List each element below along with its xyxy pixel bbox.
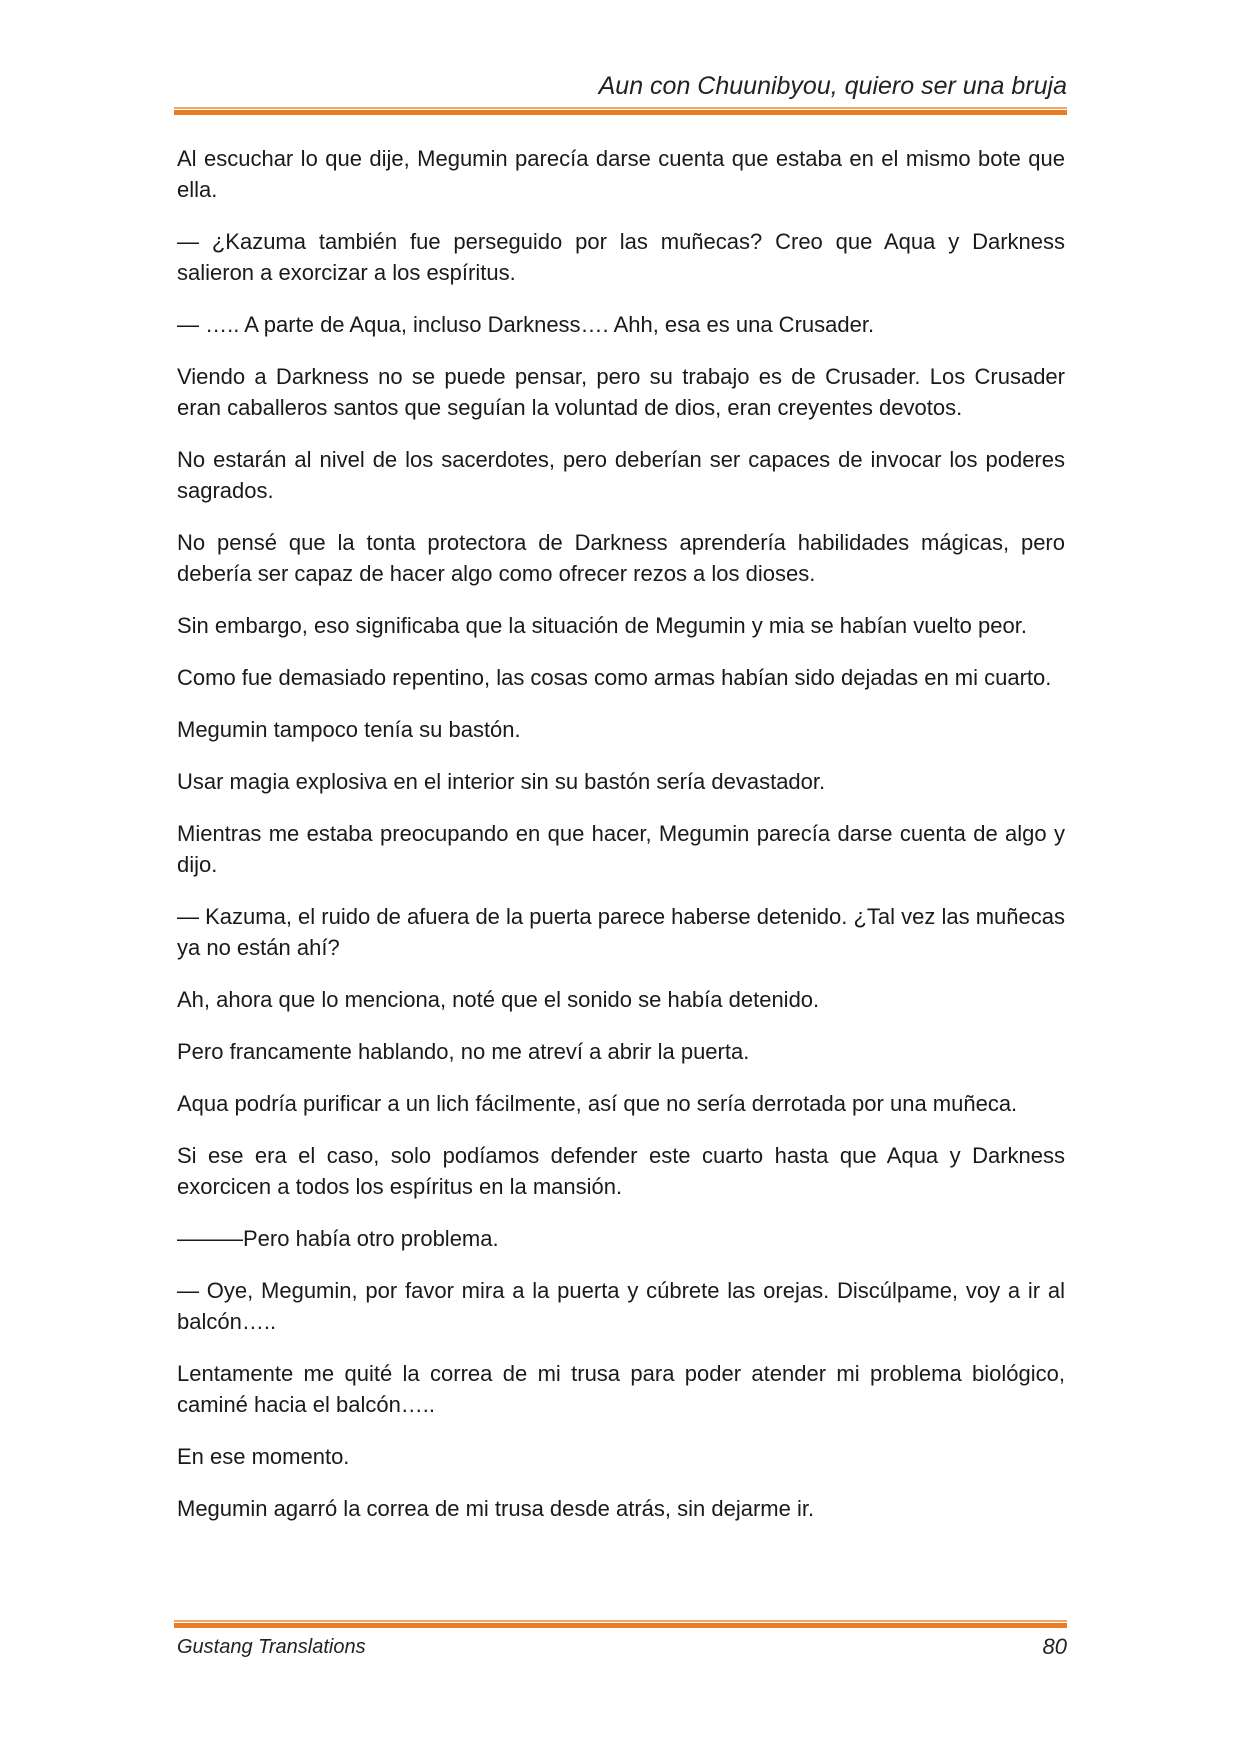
paragraph: — ….. A parte de Aqua, incluso Darkness…. Ahh, esa es una Crusader. [177, 312, 875, 337]
footer-rule-thick [174, 1623, 1067, 1628]
paragraph: Como fue demasiado repentino, las cosas como armas habían sido dejadas en mi cuarto. [177, 665, 1052, 690]
page-body [177, 143, 1065, 1545]
header-rule-thick [174, 110, 1067, 115]
header-rule-thin [174, 107, 1067, 109]
running-header-title: Aun con Chuunibyou, quiero ser una bruja [598, 72, 1067, 100]
paragraph: Megumin tampoco tenía su bastón. [177, 717, 521, 742]
paragraph: Usar magia explosiva en el interior sin su bastón sería devastador. [177, 769, 826, 794]
paragraph: Si ese era el caso, solo podíamos defender este cuarto hasta que Aqua y Darkness exorcicen a todos los espíritus en la mansión. [177, 1143, 1065, 1199]
paragraph: Megumin agarró la correa de mi trusa desde atrás, sin dejarme ir. [177, 1496, 815, 1521]
paragraph: Viendo a Darkness no se puede pensar, pero su trabajo es de Crusader. Los Crusader eran caballeros santos que seguían la voluntad de dios, eran creyentes devotos. [177, 364, 1065, 420]
paragraph: Ah, ahora que lo menciona, noté que el sonido se había detenido. [177, 987, 820, 1012]
paragraph: Sin embargo, eso significaba que la situación de Megumin y mia se habían vuelto peor. [177, 613, 1027, 638]
paragraph: ———Pero había otro problema. [177, 1226, 499, 1251]
paragraph: Mientras me estaba preocupando en que hacer, Megumin parecía darse cuenta de algo y dijo. [177, 821, 1065, 877]
paragraph: Aqua podría purificar a un lich fácilmente, así que no sería derrotada por una muñeca. [177, 1091, 1018, 1116]
paragraph: Pero francamente hablando, no me atreví a abrir la puerta. [177, 1039, 750, 1064]
footer-rule-thin [174, 1620, 1067, 1622]
paragraph: — Oye, Megumin, por favor mira a la puerta y cúbrete las orejas. Discúlpame, voy a ir al balcón….. [177, 1278, 1065, 1334]
footer-publisher: Gustang Translations [177, 1636, 366, 1658]
paragraph: Al escuchar lo que dije, Megumin parecía darse cuenta que estaba en el mismo bote que ella. [177, 146, 1065, 202]
paragraph: Lentamente me quité la correa de mi trusa para poder atender mi problema biológico, caminé hacia el balcón….. [177, 1361, 1065, 1417]
paragraph: — Kazuma, el ruido de afuera de la puerta parece haberse detenido. ¿Tal vez las muñecas ya no están ahí? [177, 904, 1065, 960]
page-number: 80 [1042, 1634, 1067, 1659]
paragraph: No pensé que la tonta protectora de Darkness aprendería habilidades mágicas, pero debería ser capaz de hacer algo como ofrecer rezos a los dioses. [177, 530, 1065, 586]
paragraph: — ¿Kazuma también fue perseguido por las muñecas? Creo que Aqua y Darkness salieron a exorcizar a los espíritus. [177, 229, 1065, 285]
paragraph: En ese momento. [177, 1444, 350, 1469]
paragraph: No estarán al nivel de los sacerdotes, pero deberían ser capaces de invocar los poderes sagrados. [177, 447, 1065, 503]
